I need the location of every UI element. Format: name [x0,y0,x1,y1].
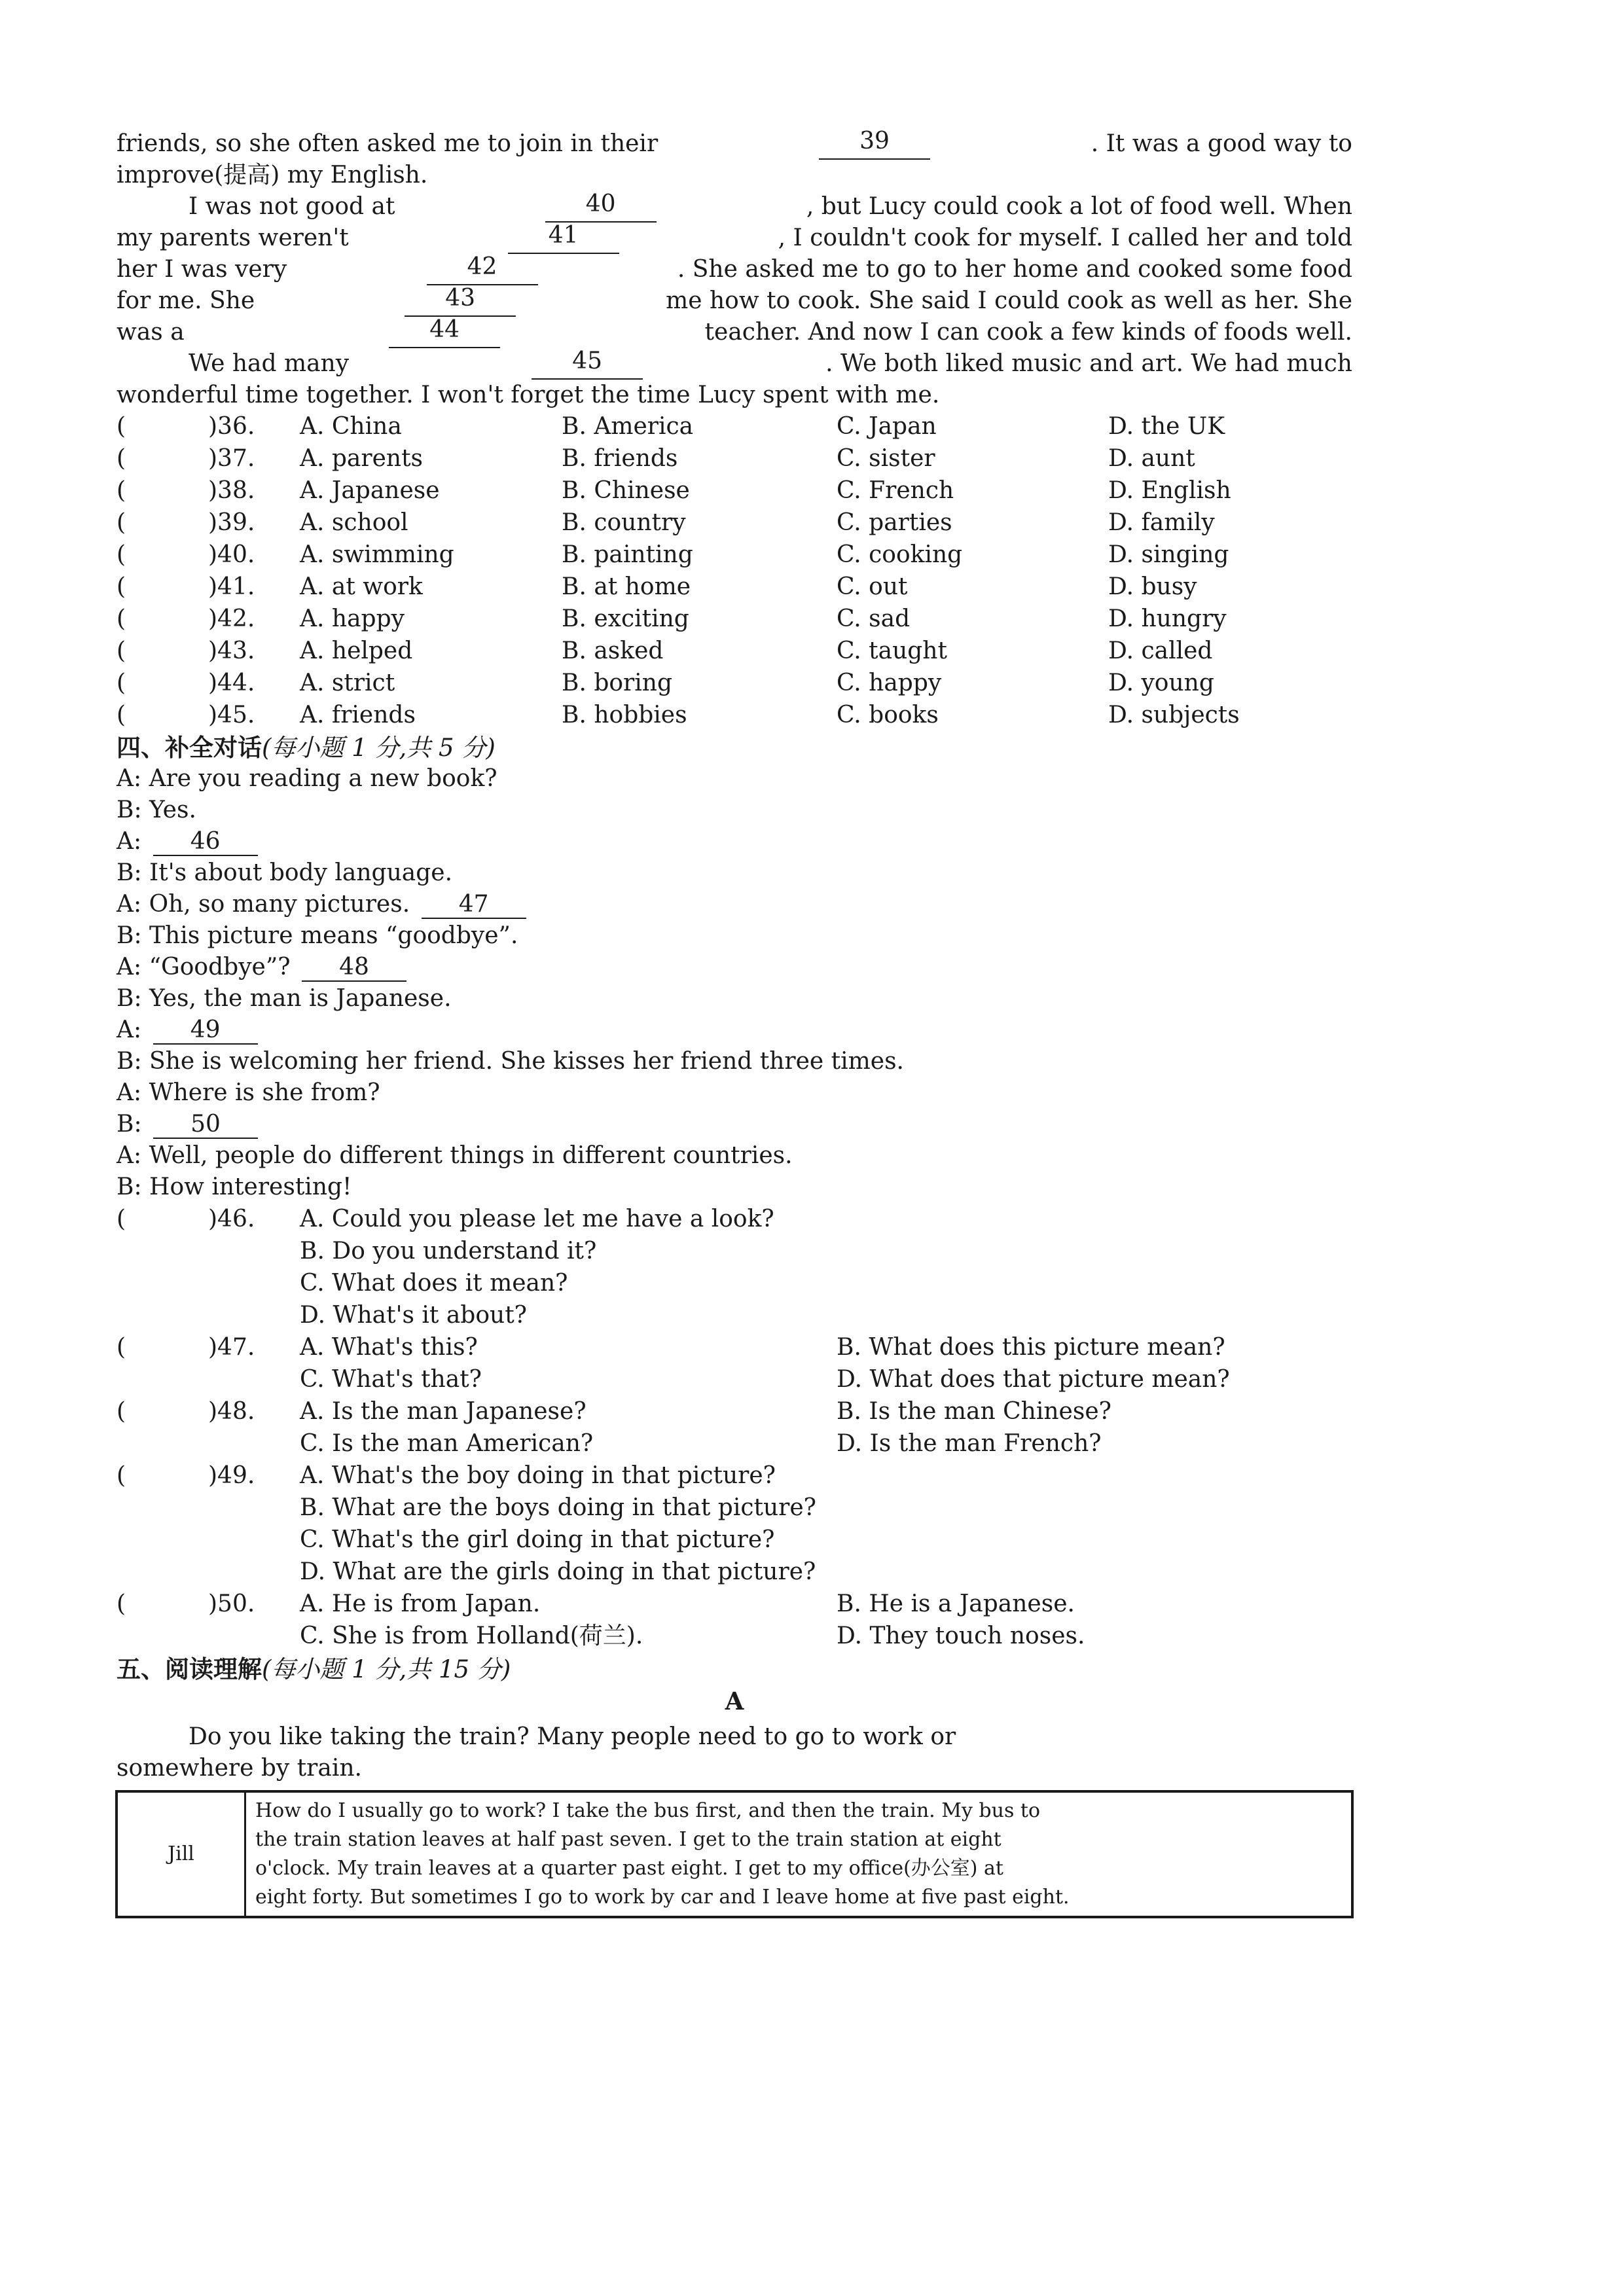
option-c[interactable]: C. taught [837,637,947,664]
dialogue-line: B: Yes, the man is Japanese. [117,985,452,1012]
option-a[interactable]: A. happy [300,605,405,632]
option-d[interactable]: D. What's it about? [300,1302,527,1329]
dialogue-line: A: Are you reading a new book? [117,765,497,792]
passage-line: wonderful time together. I won't forget the time Lucy spent with me. [117,382,940,408]
option-a[interactable]: A. school [300,509,408,536]
option-a[interactable]: A. What's this? [300,1334,478,1361]
option-d[interactable]: D. hungry [1108,605,1227,632]
option-d[interactable]: D. subjects [1108,702,1240,728]
blank-46[interactable]: 46 [153,829,258,856]
option-b[interactable]: B. Do you understand it? [300,1238,597,1265]
option-d[interactable]: D. called [1108,637,1213,664]
option-b[interactable]: B. asked [562,637,664,664]
blank-39[interactable]: 39 [819,128,930,160]
option-c[interactable]: C. books [837,702,939,728]
option-b[interactable]: B. Is the man Chinese? [837,1398,1111,1425]
blank-45[interactable]: 45 [532,348,643,380]
exam-page: friends, so she often asked me to join in their 39 . It was a good way to improve(提高) my English. I was not good at 40 , but Lucy could cook a lot of food well. When my parents weren't 41 , I couldn't cook for myself. I called her and told her I was very 42 . She asked me to go to her home and cooked some food for me. She 43 me how to cook. She said I could cook as well as her. She was a 44 teacher. And now I can cook a few kinds of foods well. We had many 45 . We both liked music and art. We had much wonderful time together. I won't forget the time Lucy spent with me. ( )36. A. China B. America C. Japan D. the UK ( )37. A. parents B. friends C. sister D. aunt ( )38. A. Japanese B. Chinese C. French D. English ( )39. A. school B. country C. parties D. family ( )40. A. swimming B. painting C. cooking D. singing ( )41. A. at work B. at home C. out D. busy ( )42. A. happy B. exciting C. sad D. hungry ( )43. A. helped B. asked C. taught D. called ( )44. A. strict B. boring C. happy D. young ( )45. A. friends B. hobbies C. books D. subjects 四、补全对话(每小题 1 分,共 5 分) A: Are you reading a new book? B: Yes. A: 46 B: It's about body language. A: Oh, so many pictures. 47 B: This picture means “goodbye”. A: “Goodbye”? 48 B: Yes, the man is Japanese. A: 49 B: She is welcoming her friend. She kisses her friend three times. A: Where is she from? B: 50 A: Well, people do different things in different countries. B: How interesting! ( )46. A. Could you please let me have a look? B. Do you understand it? C. What does it mean? D. What's it about? ( )47. A. What's this? B. What does this picture mean? C. What's that? D. What does that picture mean? ( )48. A. Is the man Japanese? B. Is the man Chinese? C. Is the man American? D. Is the man French? ( )49. A. What's the boy doing in that picture? B. What are the boys doing in that picture? C. What's the girl doing in that picture? D. What are the girls doing in that picture? ( )50. A. He is from Japan. B. He is a Japanese. C. She is from Holland(荷兰). D. They touch noses. 五、阅读理解(每小题 1 分,共 15 分) A Do you like taking the train? Many people need to go to work or somewhere by train. Jill How do I usually go to work? I take the bus first, and then the train. My bus to the train station leaves at half past seven. I get to the train station at eight o'clock. My train leaves at a quarter past eight. I get to my office(办公室) at eight forty. But sometimes I go to work by car and I leave home at five past eight. [0,0,1624,2296]
option-c[interactable]: C. parties [837,509,952,536]
reading-intro: Do you like taking the train? Many people need to go to work or [189,1723,956,1750]
option-d[interactable]: D. family [1108,509,1215,536]
blank-47[interactable]: 47 [422,891,526,919]
option-d[interactable]: D. young [1108,670,1214,696]
option-c[interactable]: C. out [837,573,908,600]
table-text-cell: How do I usually go to work? I take the bus first, and then the train. My bus to the train station leaves at half past seven. I get to the train station at eight o'clock. My train leaves at a quarter past eight. I get to my office(办公室) at eight forty. But sometimes I go to work by car and I leave home at five past eight. [245,1791,1353,1917]
passage-line: improve(提高) my English. [117,162,428,188]
blank-40[interactable]: 40 [545,191,657,223]
dialogue-line: B: This picture means “goodbye”. [117,922,518,949]
dialogue-line: A: Well, people do different things in different countries. [117,1142,793,1169]
option-d[interactable]: D. English [1108,477,1231,504]
option-a[interactable]: A. Is the man Japanese? [300,1398,586,1425]
passage-line: friends, so she often asked me to join in their 39 . It was a good way to [117,128,1352,160]
blank-49[interactable]: 49 [153,1017,258,1045]
option-a[interactable]: A. China [300,413,402,440]
dialogue-line: B: It's about body language. [117,859,453,886]
option-a[interactable]: A. strict [300,670,395,696]
passage-line: her I was very 42 . She asked me to go to her home and cooked some food [117,254,1352,285]
section-4-heading: 四、补全对话(每小题 1 分,共 5 分) [117,733,496,762]
option-b[interactable]: B. at home [562,573,691,600]
passage-label: A [725,1687,744,1715]
table-row [117,1791,1352,1917]
passage-line: for me. She 43 me how to cook. She said I could cook as well as her. She [117,285,1352,317]
option-a[interactable]: A. swimming [300,541,454,568]
passage-line: my parents weren't 41 , I couldn't cook for myself. I called her and told [117,223,1352,254]
option-a[interactable]: A. He is from Japan. [300,1590,541,1617]
option-b[interactable]: B. Chinese [562,477,690,504]
option-d[interactable]: D. What are the girls doing in that picture? [300,1558,816,1585]
blank-43[interactable]: 43 [405,285,516,317]
dialogue-line: A: Where is she from? [117,1079,380,1106]
option-c[interactable]: C. French [837,477,954,504]
option-c[interactable]: C. sister [837,445,935,472]
option-a[interactable]: A. parents [300,445,424,472]
dialogue-line: A: Oh, so many pictures. 47 [117,889,1352,920]
passage-line: I was not good at 40 , but Lucy could cook a lot of food well. When [117,191,1352,223]
dialogue-line: B: 50 [117,1109,1352,1140]
dialogue-line: A: “Goodbye”? 48 [117,952,1352,983]
option-b[interactable]: B. What are the boys doing in that picture? [300,1494,816,1521]
reading-intro: somewhere by train. [117,1755,362,1782]
blank-48[interactable]: 48 [302,954,406,982]
option-b[interactable]: B. country [562,509,686,536]
dialogue-line: A: 49 [117,1014,1352,1046]
option-b[interactable]: B. He is a Japanese. [837,1590,1075,1617]
dialogue-line: B: She is welcoming her friend. She kisses her friend three times. [117,1048,904,1075]
option-a[interactable]: A. at work [300,573,423,600]
option-b[interactable]: B. painting [562,541,693,568]
dialogue-line: B: How interesting! [117,1174,352,1200]
option-a[interactable]: A. Could you please let me have a look? [300,1206,774,1232]
option-c[interactable]: C. What's the girl doing in that picture? [300,1526,775,1553]
blank-42[interactable]: 42 [427,254,538,285]
option-b[interactable]: B. What does this picture mean? [837,1334,1225,1361]
dialogue-line: B: Yes. [117,797,196,823]
blank-41[interactable]: 41 [508,223,619,254]
option-d[interactable]: D. Is the man French? [837,1430,1102,1457]
option-d[interactable]: D. aunt [1108,445,1195,472]
section-5-heading: 五、阅读理解(每小题 1 分,共 15 分) [117,1655,511,1683]
option-c[interactable]: C. What does it mean? [300,1270,568,1297]
option-d[interactable]: D. busy [1108,573,1197,600]
reading-table [115,1790,1354,1918]
option-a[interactable]: A. Japanese [300,477,440,504]
option-c[interactable]: C. sad [837,605,911,632]
option-b[interactable]: B. exciting [562,605,689,632]
option-a[interactable]: A. helped [300,637,413,664]
option-b[interactable]: B. boring [562,670,673,696]
blank-44[interactable]: 44 [389,317,500,348]
option-d[interactable]: D. singing [1108,541,1229,568]
option-c[interactable]: C. What's that? [300,1366,482,1393]
option-c[interactable]: C. cooking [837,541,963,568]
passage-line: was a 44 teacher. And now I can cook a few kinds of foods well. [117,317,1352,348]
option-b[interactable]: B. friends [562,445,678,472]
blank-50[interactable]: 50 [153,1111,258,1139]
option-c[interactable]: C. She is from Holland(荷兰). [300,1623,643,1649]
option-d[interactable]: D. What does that picture mean? [837,1366,1230,1393]
passage-line: We had many 45 . We both liked music and art. We had much [117,348,1352,380]
option-d[interactable]: D. They touch noses. [837,1623,1085,1649]
option-b[interactable]: B. hobbies [562,702,687,728]
option-a[interactable]: A. friends [300,702,416,728]
dialogue-line: A: 46 [117,826,1352,857]
option-c[interactable]: C. happy [837,670,942,696]
table-name-cell: Jill [117,1791,245,1917]
option-c[interactable]: C. Japan [837,413,937,440]
option-c[interactable]: C. Is the man American? [300,1430,594,1457]
option-b[interactable]: B. America [562,413,694,440]
option-a[interactable]: A. What's the boy doing in that picture? [300,1462,776,1489]
option-d[interactable]: D. the UK [1108,413,1225,440]
